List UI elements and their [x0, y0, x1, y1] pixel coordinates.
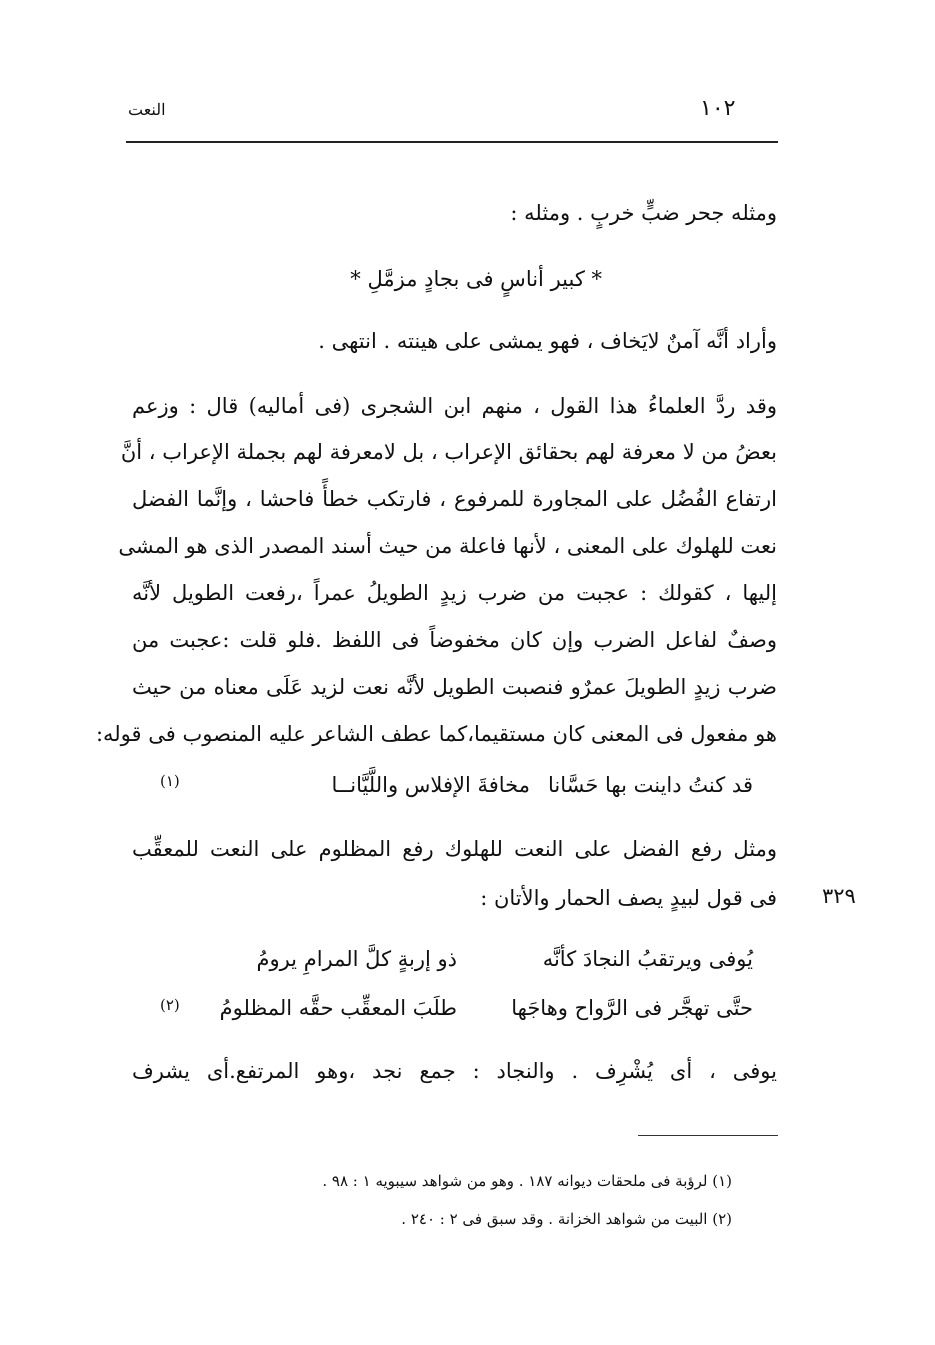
header-divider: [126, 141, 778, 143]
body-line: وأراد أنَّه آمنٌ لايَخاف ، فهو يمشى على هينته . انتهى .: [318, 329, 777, 353]
paragraph-line: وصفٌ لفاعل الضرب وإن كان مخفوضاً فى اللفظ .فلو قلت :عجبت من: [132, 628, 777, 652]
paragraph-line: نعت للهلوك على المعنى ، لأنها فاعلة من حيث أسند المصدر الذى هو المشى: [118, 534, 777, 558]
footnote: (٢) البيت من شواهد الخزانة . وقد سبق فى ٢ : ٢٤٠ .: [401, 1210, 732, 1228]
paragraph-line: فى قول لبيدٍ يصف الحمار والأتان :: [480, 886, 777, 910]
paragraph-line: بعضُ من لا معرفة لهم بحقائق الإعراب ، بل لامعرفة لهم بجملة الإعراب ، أنَّ: [120, 440, 777, 464]
paragraph-line: ارتفاع الفُضُل على المجاورة للمرفوع ، فارتكب خطأً فاحشا ، وإنَّما الفضل: [132, 487, 777, 511]
paragraph-line: وقد ردَّ العلماءُ هذا القول ، منهم ابن الشجرى (فى أماليه) قال : وزعم: [132, 394, 777, 418]
paragraph-line: إليها ، كقولك : عجبت من ضرب زيدٍ الطويلُ عمراً ،رفعت الطويل لأنَّه: [132, 581, 777, 605]
verse-hemistich-left: طلَبَ المعقِّب حقَّه المظلومُ: [219, 996, 457, 1020]
verse-hemistich-left: مخافةَ الإفلاس واللَّيَّانــا: [331, 773, 530, 797]
paragraph-line: ومثل رفع الفضل على النعت للهلوك رفع المظلوم على النعت للمعقِّب: [132, 837, 777, 861]
paragraph-line: هو مفعول فى المعنى كان مستقيما،كما عطف الشاعر عليه المنصوب فى قوله:: [95, 722, 777, 746]
verse-hemistich-right: حتَّى تهجَّر فى الرَّواح وهاجَها: [511, 996, 753, 1020]
verse-hemistich-left: ذو إربةٍ كلَّ المرامِ يرومُ: [256, 947, 457, 971]
footnote-divider: [638, 1135, 778, 1136]
verse-hemistich-right: قد كنتُ داينت بها حَسَّانا: [548, 773, 753, 797]
footnote-marker: (١): [160, 772, 180, 790]
page-number: ١٠٢: [700, 96, 736, 121]
margin-reference-number: ٣٢٩: [822, 884, 856, 908]
body-line: ومثله جحر ضبٍّ خربٍ . ومثله :: [510, 201, 777, 225]
verse-hemistich-right: يُوفى ويرتقبُ النجادَ كأنَّه: [542, 947, 753, 971]
footnote-marker: (٢): [160, 996, 180, 1014]
paragraph-line: يوفى ، أى يُشْرِف . والنجاد : جمع نجد ،وهو المرتفع.أى يشرف: [132, 1059, 777, 1083]
paragraph-line: ضرب زيدٍ الطويلَ عمرٌو فنصبت الطويل لأنَّه نعت لزيد عَلَى معناه من حيث: [132, 675, 777, 699]
running-header-title: النعت: [128, 100, 166, 119]
verse-fragment: * كبير أناسٍ فى بجادٍ مزمَّلِ *: [350, 267, 602, 291]
footnote: (١) لرؤبة فى ملحقات ديوانه ١٨٧ . وهو من شواهد سيبويه ١ : ٩٨ .: [322, 1172, 732, 1190]
